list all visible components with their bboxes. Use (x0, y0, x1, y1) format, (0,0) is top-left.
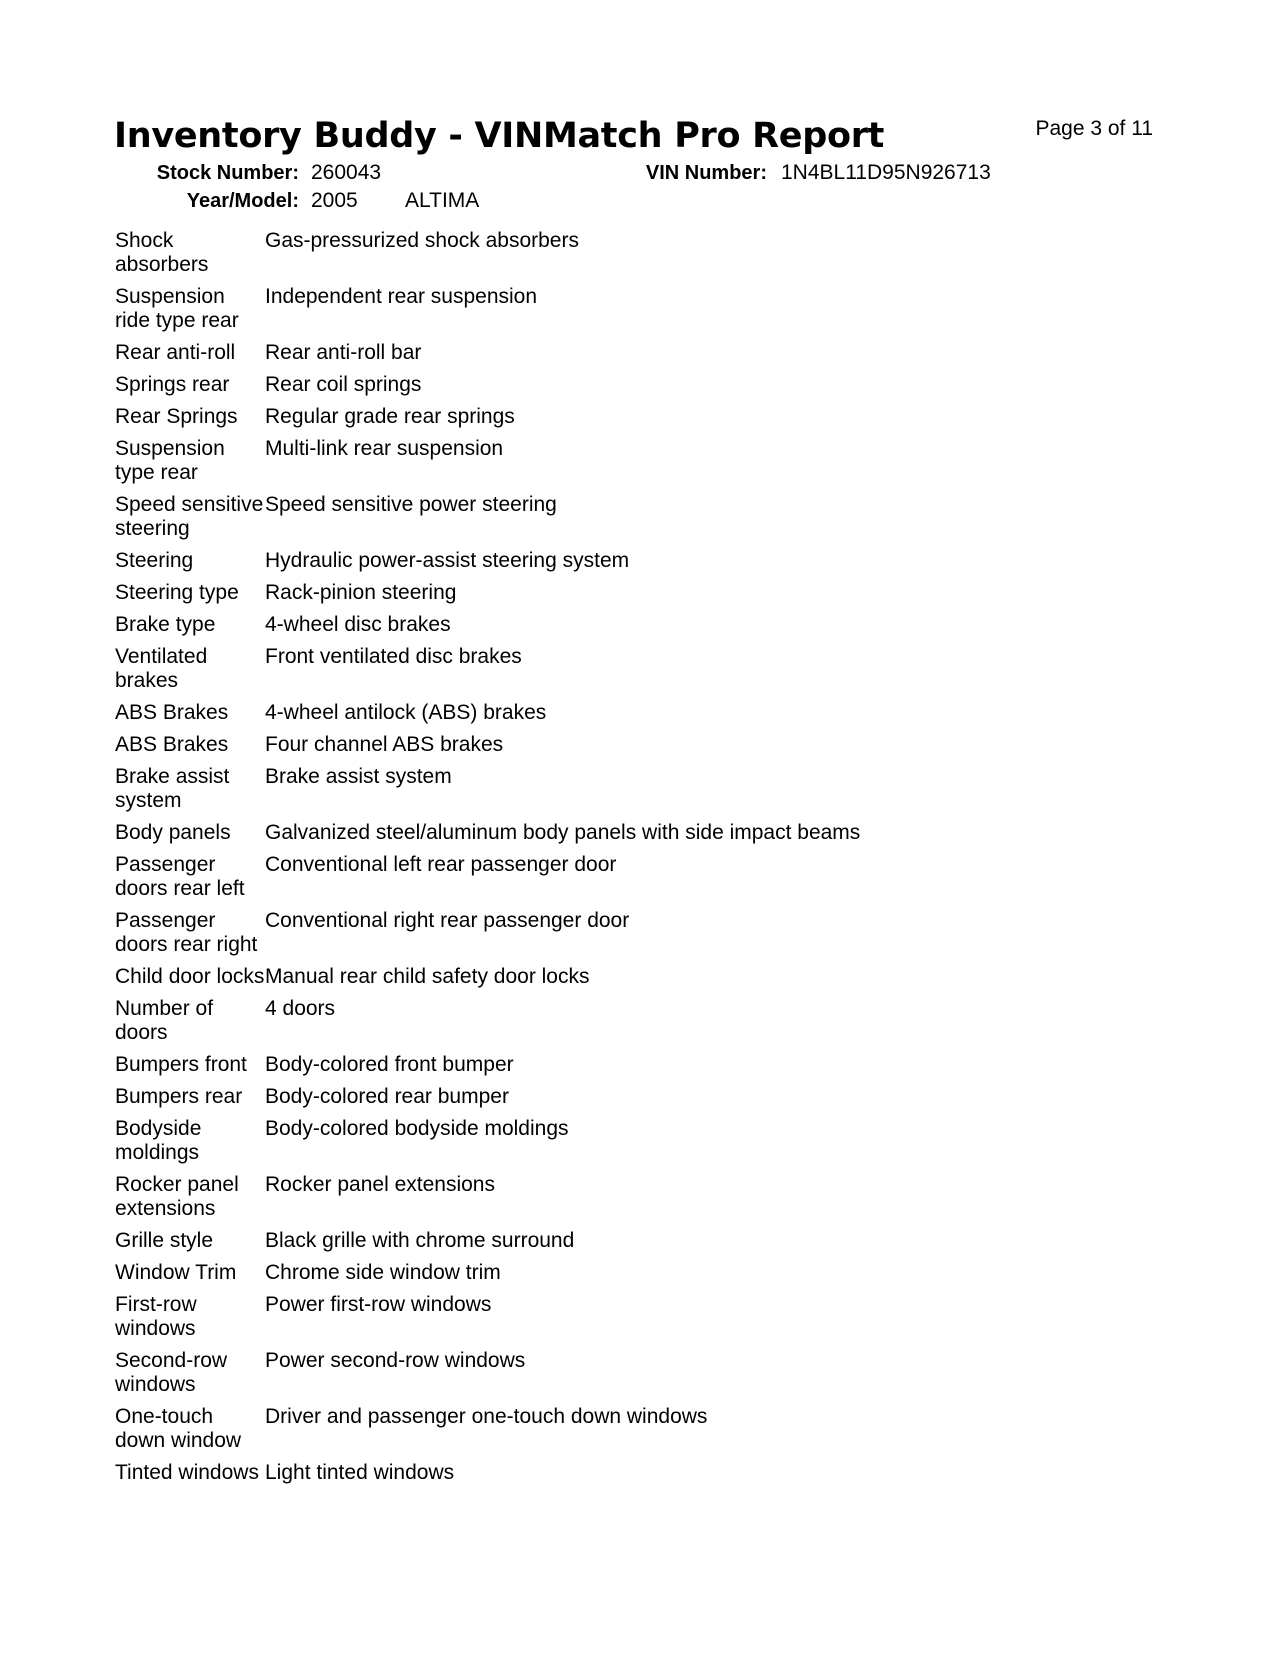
page-number: Page 3 of 11 (1035, 117, 1153, 140)
spec-row (115, 229, 1115, 285)
spec-value: Regular grade rear springs (265, 405, 515, 428)
spec-label: Bumpers rear (115, 1085, 243, 1108)
spec-row (115, 965, 1115, 997)
spec-row (115, 1117, 1115, 1173)
year-model-label: Year/Model: (186, 190, 299, 212)
spec-label: Tinted windows (115, 1461, 259, 1484)
spec-value: Rear anti-roll bar (265, 341, 422, 364)
spec-row (115, 549, 1115, 581)
spec-row (115, 405, 1115, 437)
spec-value: Driver and passenger one-touch down windows (265, 1405, 708, 1428)
spec-value: Rocker panel extensions (265, 1173, 495, 1196)
year-value: 2005 (311, 189, 358, 212)
spec-list (115, 229, 1115, 1493)
spec-label: Child door locks (115, 965, 265, 988)
spec-label: Bumpers front (115, 1053, 247, 1076)
spec-row (115, 765, 1115, 821)
spec-row (115, 493, 1115, 549)
spec-value: 4 doors (265, 997, 336, 1020)
stock-number-label: Stock Number: (156, 162, 299, 184)
spec-label: Rear anti-roll (115, 341, 236, 364)
spec-label: Suspension ride type rear (115, 285, 239, 332)
spec-row (115, 1173, 1115, 1229)
spec-row (115, 1461, 1115, 1493)
spec-value: 4-wheel disc brakes (265, 613, 451, 636)
spec-row (115, 997, 1115, 1053)
spec-value: Independent rear suspension (265, 285, 538, 308)
spec-label: Brake assist system (115, 765, 230, 812)
spec-value: Rack-pinion steering (265, 581, 457, 604)
spec-label: One-touch down window (115, 1405, 242, 1452)
spec-label: Ventilated brakes (115, 645, 208, 692)
spec-row (115, 733, 1115, 765)
spec-row (115, 645, 1115, 701)
spec-row (115, 1229, 1115, 1261)
spec-row (115, 853, 1115, 909)
report-title: Inventory Buddy - VINMatch Pro Report (114, 116, 885, 156)
spec-value: Power first-row windows (265, 1293, 492, 1316)
spec-label: Grille style (115, 1229, 214, 1252)
spec-row (115, 1349, 1115, 1405)
spec-value: Speed sensitive power steering (265, 493, 557, 516)
spec-label: Bodyside moldings (115, 1117, 202, 1164)
spec-label: Body panels (115, 821, 231, 844)
spec-row (115, 1293, 1115, 1349)
spec-label: Rocker panel extensions (115, 1173, 239, 1220)
spec-value: Brake assist system (265, 765, 452, 788)
spec-row (115, 341, 1115, 373)
spec-label: Passenger doors rear right (115, 909, 258, 956)
spec-row (115, 701, 1115, 733)
spec-label: Passenger doors rear left (115, 853, 245, 900)
spec-value: Galvanized steel/aluminum body panels with side impact beams (265, 821, 861, 844)
spec-row (115, 285, 1115, 341)
spec-value: Front ventilated disc brakes (265, 645, 522, 668)
spec-label: Suspension type rear (115, 437, 225, 484)
spec-row (115, 581, 1115, 613)
spec-label: Steering (115, 549, 194, 572)
spec-value: Hydraulic power-assist steering system (265, 549, 630, 572)
spec-label: Rear Springs (115, 405, 238, 428)
spec-label: Second-row windows (115, 1349, 228, 1396)
spec-row (115, 373, 1115, 405)
spec-value: Light tinted windows (265, 1461, 455, 1484)
spec-row (115, 821, 1115, 853)
model-value: ALTIMA (405, 189, 480, 212)
spec-label: Speed sensitive steering (115, 493, 264, 540)
spec-row (115, 1261, 1115, 1293)
spec-value: Black grille with chrome surround (265, 1229, 575, 1252)
spec-label: Window Trim (115, 1261, 237, 1284)
spec-row (115, 1053, 1115, 1085)
spec-value: 4-wheel antilock (ABS) brakes (265, 701, 547, 724)
spec-value: Power second-row windows (265, 1349, 526, 1372)
spec-value: Rear coil springs (265, 373, 422, 396)
stock-number-value: 260043 (311, 161, 382, 184)
spec-label: Number of doors (115, 997, 214, 1044)
spec-value: Conventional left rear passenger door (265, 853, 617, 876)
spec-value: Four channel ABS brakes (265, 733, 504, 756)
spec-row (115, 909, 1115, 965)
spec-value: Body-colored front bumper (265, 1053, 514, 1076)
spec-label: Steering type (115, 581, 239, 604)
spec-value: Conventional right rear passenger door (265, 909, 630, 932)
spec-row (115, 613, 1115, 645)
vin-number-label: VIN Number: (645, 162, 767, 184)
spec-label: Springs rear (115, 373, 230, 396)
vin-number-value: 1N4BL11D95N926713 (781, 161, 991, 184)
spec-label: First-row windows (115, 1293, 197, 1340)
spec-row (115, 1085, 1115, 1117)
spec-label: ABS Brakes (115, 701, 229, 724)
spec-row (115, 437, 1115, 493)
spec-value: Body-colored rear bumper (265, 1085, 509, 1108)
spec-value: Multi-link rear suspension (265, 437, 504, 460)
spec-label: Shock absorbers (115, 229, 209, 276)
spec-value: Gas-pressurized shock absorbers (265, 229, 579, 252)
spec-value: Body-colored bodyside moldings (265, 1117, 569, 1140)
spec-label: ABS Brakes (115, 733, 229, 756)
spec-value: Manual rear child safety door locks (265, 965, 590, 988)
spec-row (115, 1405, 1115, 1461)
spec-value: Chrome side window trim (265, 1261, 501, 1284)
spec-label: Brake type (115, 613, 216, 636)
